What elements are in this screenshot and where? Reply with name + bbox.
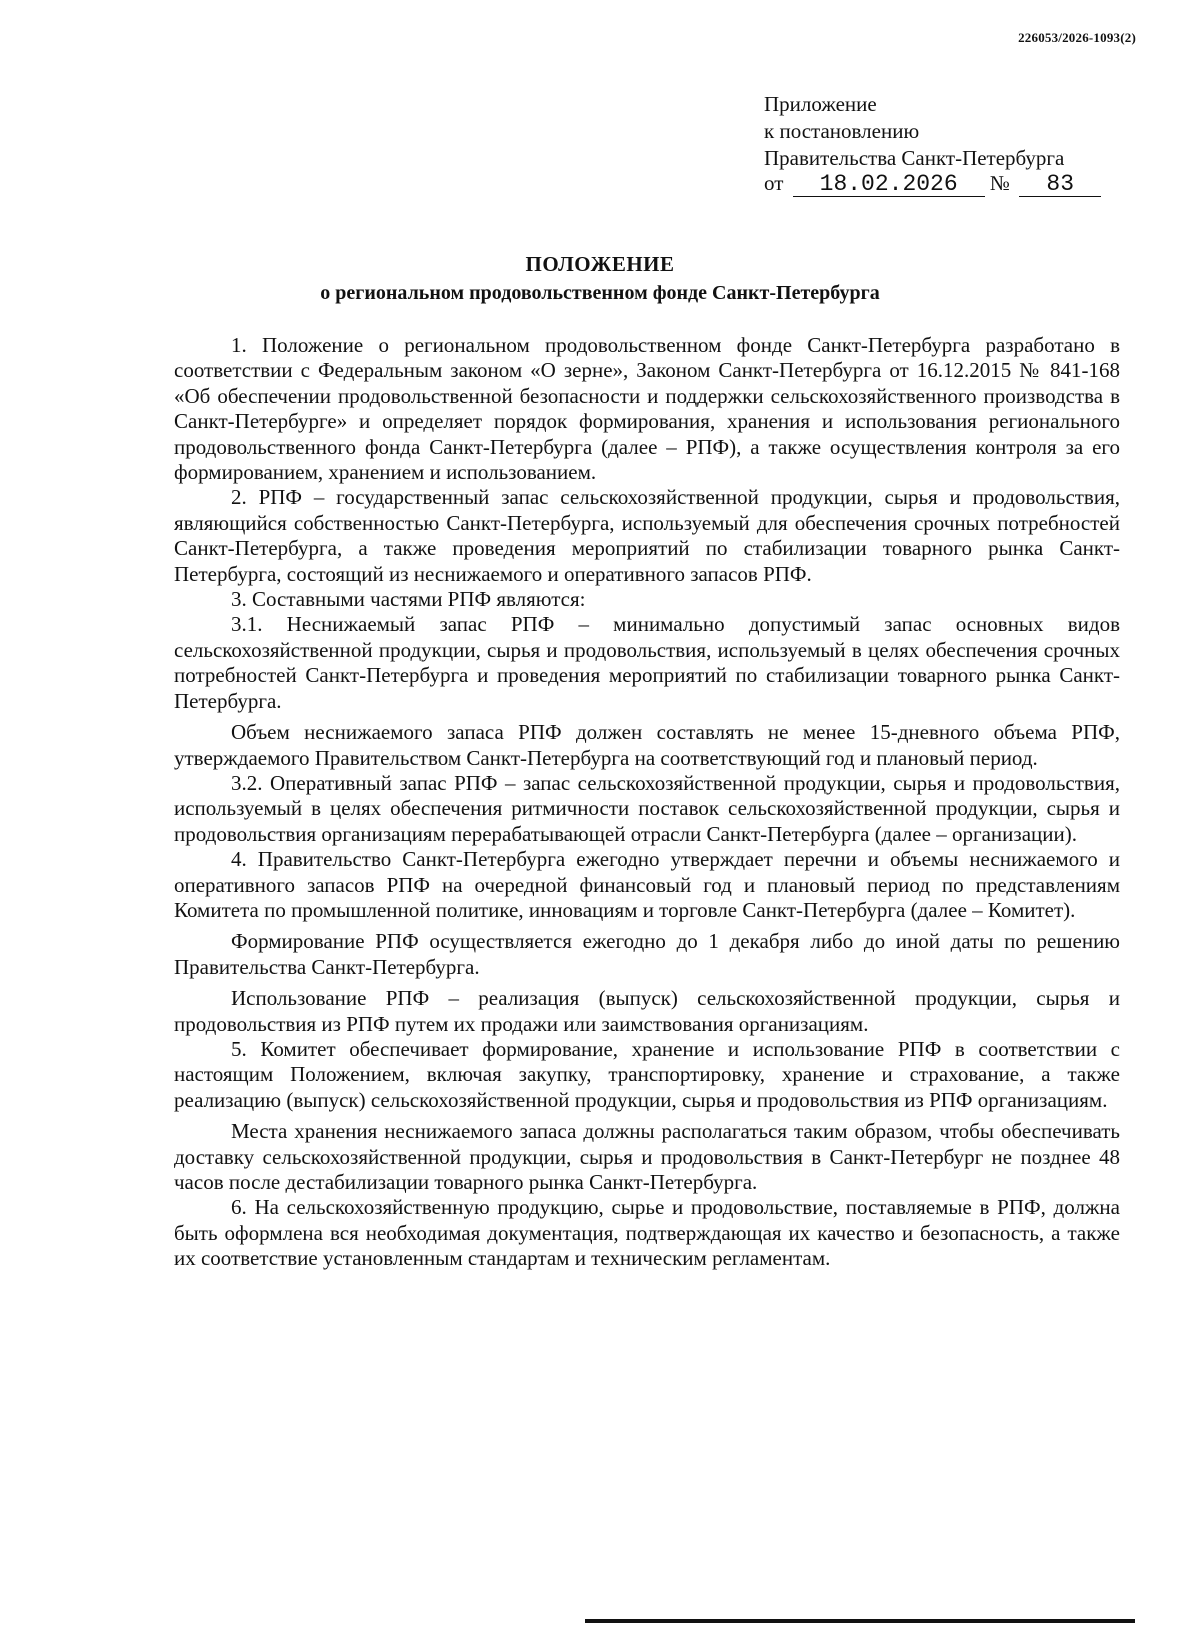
paragraph-6: 6. На сельскохозяйственную продукцию, сырье и продовольствие, поставляемые в РПФ, должна быть оформлена вся необходимая документация, подтверждающая их качество и безопасность, а также их соответствие установленным стандартам и техническим регламентам. [174,1195,1120,1271]
number-label: № [989,171,1010,195]
paragraph-3-2: 3.2. Оперативный запас РПФ – запас сельскохозяйственной продукции, сырья и продовольствия, используемый в целях обеспечения ритмичности поставок сельскохозяйственной продукции, сырья и продовольствия организациям перерабатывающей отрасли Санкт-Петербурга (далее – организации). [174,770,1120,846]
decree-date-field: 18.02.2026 [793,172,985,197]
paragraph-5-storage: Места хранения неснижаемого запаса должны располагаться таким образом, чтобы обеспечивать доставку сельскохозяйственной продукции, сырья и продовольствия в Санкт-Петербург не позднее 48 часов после дестабилизации товарного рынка Санкт-Петербурга. [174,1119,1120,1194]
appendix-line-3: Правительства Санкт-Петербурга [764,146,1065,170]
paragraph-2: 2. РПФ – государственный запас сельскохозяйственной продукции, сырья и продовольствия, являющийся собственностью Санкт-Петербурга, используемый для обеспечения срочных потребностей Санкт-Петербурга, а также проведения мероприятий по стабилизации товарного рынка Санкт-Петербурга, состоящий из неснижаемого и оперативного запасов РПФ. [174,485,1120,586]
appendix-line-2: к постановлению [764,119,920,143]
document-subtitle: о региональном продовольственном фонде Санкт-Петербурга [320,282,880,304]
appendix-reference-line [764,170,1101,197]
page-bottom-rule [585,1619,1135,1623]
document-title-block [0,250,1200,308]
document-title: ПОЛОЖЕНИЕ [525,252,675,276]
document-registration-number: 226053/2026-1093(2) [1018,30,1136,45]
from-label: от [764,171,784,195]
document-body [174,333,1120,1272]
paragraph-4-usage: Использование РПФ – реализация (выпуск) сельскохозяйственной продукции, сырья и продовольствия из РПФ путем их продажи или заимствования организациям. [174,986,1120,1036]
paragraph-4: 4. Правительство Санкт-Петербурга ежегодно утверждает перечни и объемы неснижаемого и оперативного запасов РПФ на очередной финансовый год и плановый период по представлениям Комитета по промышленной политике, инновациям и торговле Санкт-Петербурга (далее – Комитет). [174,847,1120,922]
paragraph-3-1-volume: Объем неснижаемого запаса РПФ должен составлять не менее 15-дневного объема РПФ, утверждаемого Правительством Санкт-Петербурга на соответствующий год и плановый период. [174,720,1120,770]
appendix-block [764,91,1101,197]
decree-number-field: 83 [1019,172,1101,197]
paragraph-4-formation: Формирование РПФ осуществляется ежегодно до 1 декабря либо до иной даты по решению Правительства Санкт-Петербурга. [174,929,1120,979]
paragraph-5: 5. Комитет обеспечивает формирование, хранение и использование РПФ в соответствии с настоящим Положением, включая закупку, транспортировку, хранение и страхование, а также реализацию (выпуск) сельскохозяйственной продукции, сырья и продовольствия из РПФ организациям. [174,1036,1120,1112]
paragraph-3-1: 3.1. Неснижаемый запас РПФ – минимально допустимый запас основных видов сельскохозяйственной продукции, сырья и продовольствия, используемый в целях обеспечения срочных потребностей Санкт-Петербурга и проведения мероприятий по стабилизации товарного рынка Санкт-Петербурга. [174,612,1120,713]
paragraph-3: 3. Составными частями РПФ являются: [231,587,586,612]
paragraph-1: 1. Положение о региональном продовольственном фонде Санкт-Петербурга разработано в соответствии с Федеральным законом «О зерне», Законом Санкт-Петербурга от 16.12.2015 № 841-168 «Об обеспечении продовольственной безопасности и поддержки сельскохозяйственного производства в Санкт-Петербурге» и определяет порядок формирования, хранения и использования регионального продовольственного фонда Санкт-Петербурга (далее – РПФ), а также осуществления контроля за его формированием, хранением и использованием. [174,333,1120,485]
appendix-line-1: Приложение [764,92,877,116]
